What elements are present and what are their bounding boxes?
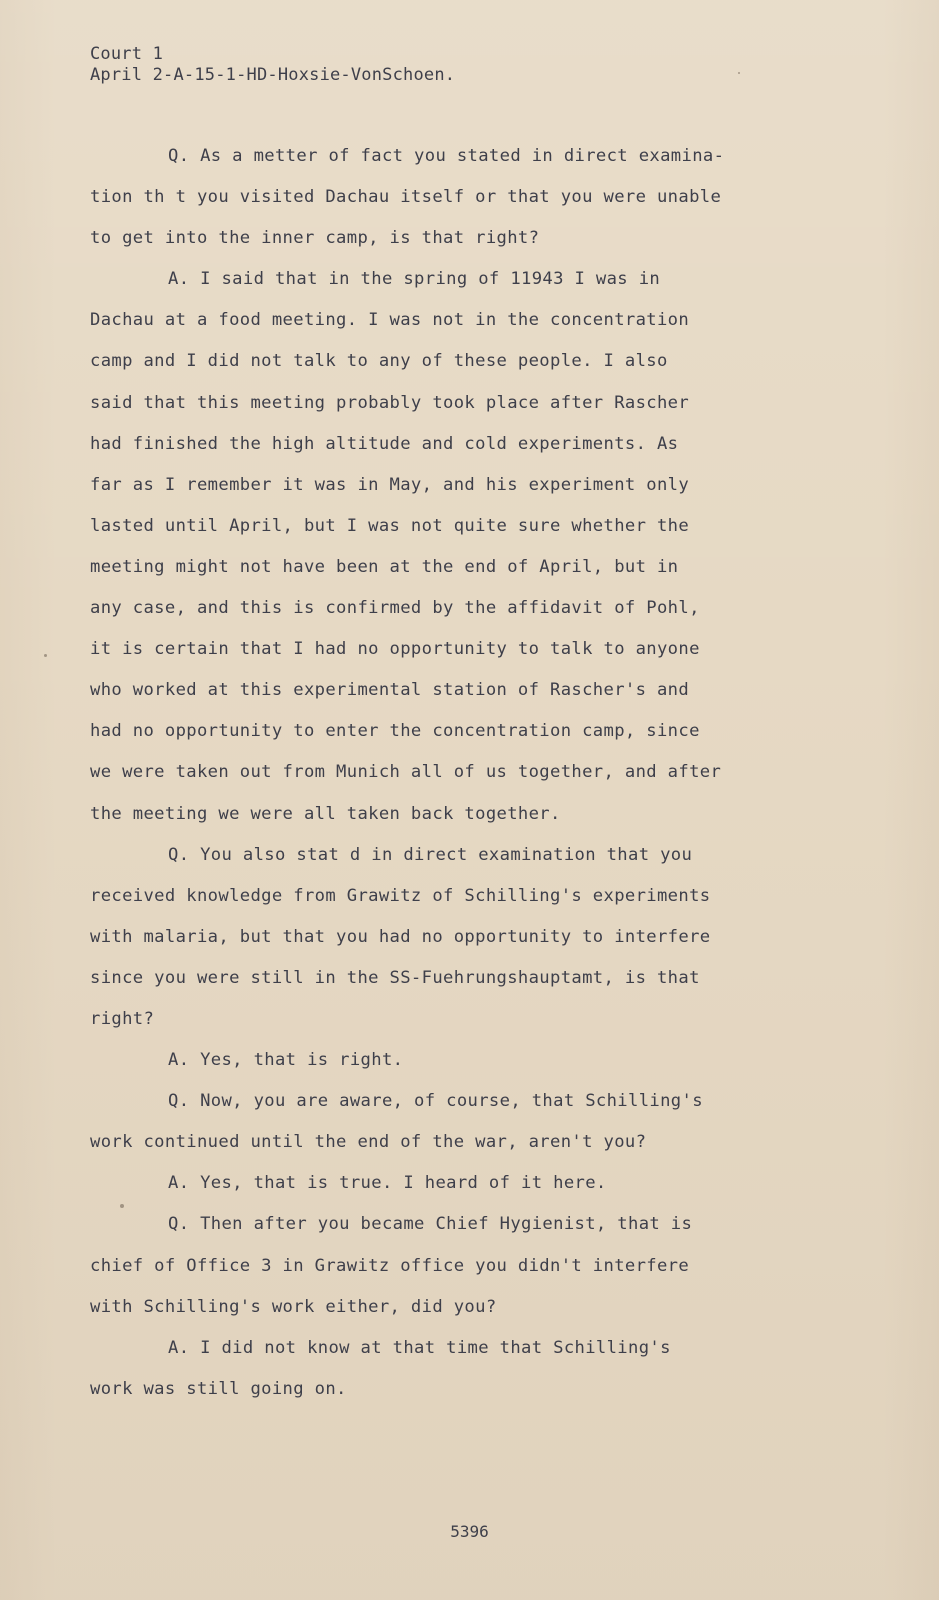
transcript-line: Q. Now, you are aware, of course, that Schilling's [168,1091,703,1112]
transcript-line: had finished the high altitude and cold experiments. As [90,433,679,454]
page-header [90,44,455,86]
transcript-line: the meeting we were all taken back together. [90,803,561,824]
transcript-line: Q. As a metter of fact you stated in direct examina- [168,146,725,166]
transcript-line: with malaria, but that you had no opportunity to interfere [90,926,711,947]
transcript-line: work continued until the end of the war, aren't you? [90,1132,647,1153]
transcript-line: far as I remember it was in May, and his experiment only [90,474,690,495]
transcript-line: Q. Then after you became Chief Hygienist, that is [168,1214,693,1235]
session-reference: April 2-A-15-1-HD-Hoxsie-VonSchoen. [90,65,456,85]
paper-speck [738,72,740,74]
transcript-body [90,136,830,1410]
transcript-line: meeting might not have been at the end of April, but in [90,556,679,577]
paper-speck [120,1204,124,1208]
transcript-line: lasted until April, but I was not quite sure whether the [90,515,690,536]
transcript-line: tion th t you visited Dachau itself or that you were unable [90,187,722,208]
transcript-line: A. I did not know at that time that Schilling's [168,1337,671,1358]
court-label: Court 1 [90,44,164,64]
transcript-line: had no opportunity to enter the concentration camp, since [90,721,700,742]
transcript-line: chief of Office 3 in Grawitz office you didn't interfere [90,1255,690,1276]
transcript-line: A. I said that in the spring of 11943 I was in [168,269,661,290]
transcript-line: to get into the inner camp, is that right? [90,228,540,249]
transcript-line: received knowledge from Grawitz of Schilling's experiments [90,885,711,906]
transcript-line: Q. You also stat d in direct examination that you [168,844,693,865]
transcript-line: camp and I did not talk to any of these people. I also [90,351,668,372]
transcript-line: who worked at this experimental station of Rascher's and [90,680,690,701]
transcript-line: it is certain that I had no opportunity to talk to anyone [90,639,700,660]
transcript-line: said that this meeting probably took place after Rascher [90,392,690,413]
transcript-line: A. Yes, that is right. [168,1050,404,1071]
transcript-line: A. Yes, that is true. I heard of it here. [168,1173,607,1194]
transcript-line: right? [90,1008,155,1029]
transcript-line: we were taken out from Munich all of us together, and after [90,762,722,783]
transcript-line: with Schilling's work either, did you? [90,1296,497,1317]
transcript-line: any case, and this is confirmed by the affidavit of Pohl, [90,598,700,619]
paper-speck [44,654,47,657]
transcript-line: since you were still in the SS-Fuehrungshauptamt, is that [90,967,700,988]
page-number: 5396 [450,1522,489,1541]
transcript-line: Dachau at a food meeting. I was not in the concentration [90,310,690,331]
transcript-line: work was still going on. [90,1378,347,1399]
